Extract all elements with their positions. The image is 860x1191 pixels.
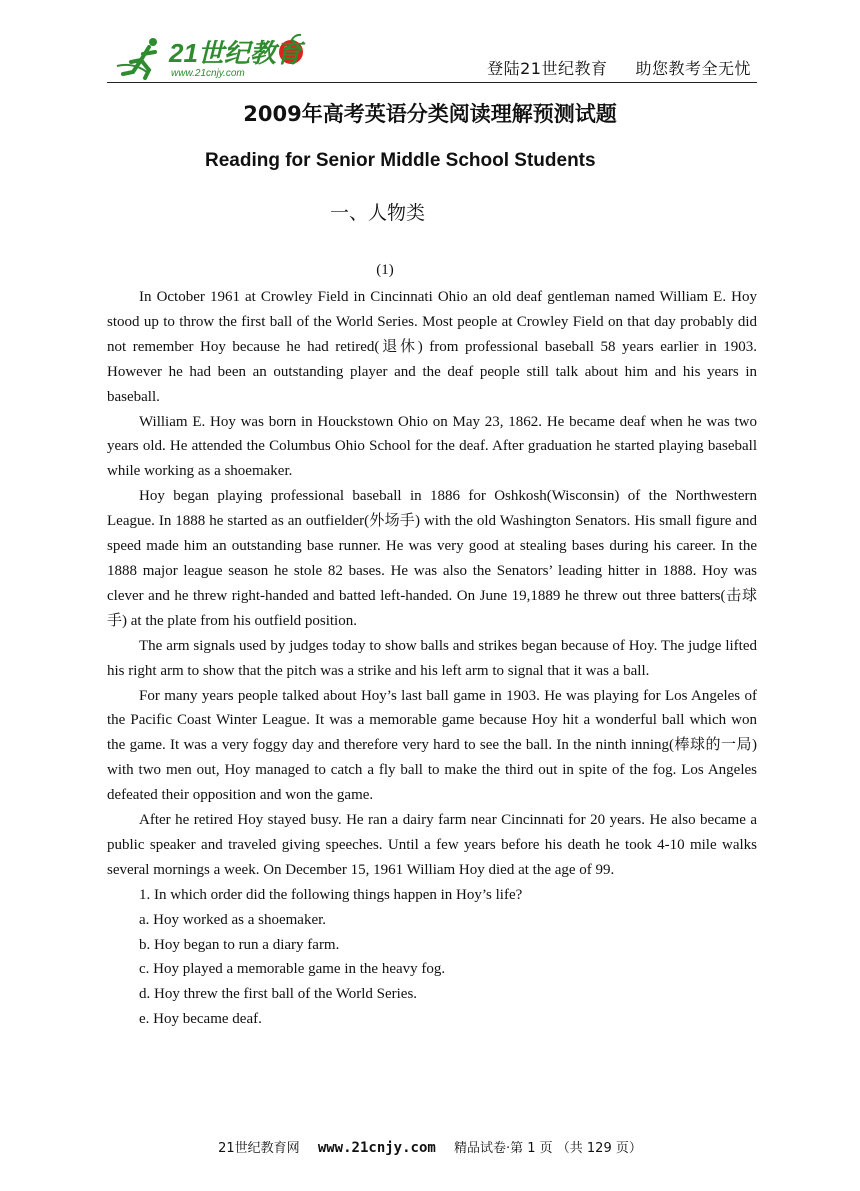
footer-page-info: 精品试卷·第 1 页 （共 129 页）	[453, 1141, 642, 1156]
page-subtitle: Reading for Senior Middle School Students	[205, 150, 596, 171]
passage-number: (1)	[376, 262, 394, 278]
header-slogan-right: 助您教考全无忧	[635, 59, 751, 78]
runner-icon	[117, 38, 157, 78]
page-header	[107, 28, 757, 83]
logo-url: www.21cnjy.com	[171, 68, 245, 79]
question-option: a. Hoy worked as a shoemaker.	[139, 911, 327, 928]
question-option: e. Hoy became deaf.	[139, 1011, 262, 1028]
header-slogan	[487, 56, 751, 79]
page-title: 2009年高考英语分类阅读理解预测试题	[243, 102, 617, 126]
paragraph: In October 1961 at Crowley Field in Cincinnati Ohio an old deaf gentleman named William E. Hoy stood up to throw the first ball of the World Series. Most people at Crowley Field on that day probably did not remember Hoy because he had retired(退休) from professional baseball 58 years earlier in 1903. However he had been an outstanding player and the deaf people still talk about him and his years in baseball.	[107, 289, 757, 405]
paragraph: Hoy began playing professional baseball in 1886 for Oshkosh(Wisconsin) of the Northwestern League. In 1888 he started as an outfielder(外场手) with the old Washington Senators. His small figure and speed made him an outstanding base runner. He was very good at stealing bases during his career. In the 1888 major league season he stole 82 bases. He was also the Senators’ leading hitter in 1888. Hoy was clever and he threw right-handed and batted left-handed. On June 19,1889 he threw out three batters(击球手) at the plate from his outfield position.	[107, 488, 757, 629]
paragraph: William E. Hoy was born in Houckstown Ohio on May 23, 1862. He became deaf when he was two years old. He attended the Columbus Ohio School for the deaf. After graduation he started playing baseball while working as a shoemaker.	[107, 413, 757, 480]
footer-url[interactable]: www.21cnjy.com	[317, 1140, 436, 1156]
paragraph: For many years people talked about Hoy’s last ball game in 1903. He was playing for Los Angeles of the Pacific Coast Winter League. It was a memorable game because Hoy hit a wonderful ball which won the game. It was a very foggy day and therefore very hard to see the ball. In the ninth inning(棒球的一局) with two men out, Hoy managed to catch a fly ball to make the third out in spite of the fog. Los Angeles defeated their opposition and won the game.	[107, 687, 757, 804]
header-slogan-left: 登陆21世纪教育	[487, 59, 608, 78]
paragraph: The arm signals used by judges today to show balls and strikes began because of Hoy. The judge lifted his right arm to show that the pitch was a strike and his left arm to signal that it was a ball.	[107, 637, 757, 679]
logo	[113, 32, 313, 80]
question-option: d. Hoy threw the first ball of the World Series.	[139, 986, 418, 1003]
footer-site-name: 21世纪教育网	[218, 1141, 300, 1156]
question-option: b. Hoy began to run a diary farm.	[139, 936, 340, 953]
logo-graphic	[113, 32, 313, 80]
paragraph: After he retired Hoy stayed busy. He ran a dairy farm near Cincinnati for 20 years. He also became a public speaker and traveled giving speeches. Until a few years before his death he took 4-10 mile walks several mornings a week. On December 15, 1961 William Hoy died at the age of 99.	[107, 812, 757, 878]
question-option: c. Hoy played a memorable game in the heavy fog.	[139, 961, 446, 978]
logo-text: 21世纪教育	[169, 38, 302, 68]
passage-body	[107, 285, 757, 1032]
question-stem: 1. In which order did the following things happen in Hoy’s life?	[139, 886, 523, 903]
section-heading: 一、人物类	[330, 202, 426, 224]
page-footer	[0, 1137, 860, 1156]
